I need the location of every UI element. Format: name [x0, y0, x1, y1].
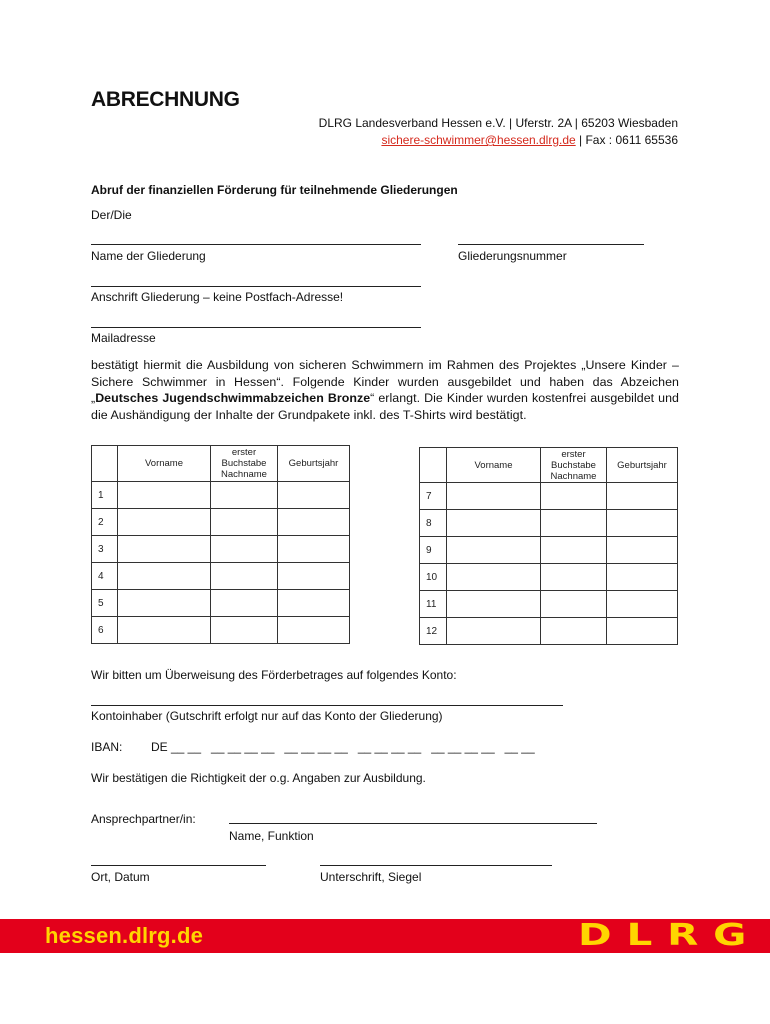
- row-number: 12: [420, 618, 447, 645]
- header-vorname: Vorname: [118, 446, 211, 482]
- document-title: ABRECHNUNG: [91, 88, 240, 111]
- vorname-cell[interactable]: [118, 509, 211, 536]
- confirmation-text: Wir bestätigen die Richtigkeit der o.g. Angaben zur Ausbildung.: [91, 771, 426, 785]
- row-number: 9: [420, 537, 447, 564]
- year-cell[interactable]: [607, 564, 678, 591]
- year-cell[interactable]: [607, 537, 678, 564]
- iban-label: IBAN:: [91, 740, 123, 754]
- letter-cell[interactable]: [541, 591, 607, 618]
- year-cell[interactable]: [278, 590, 350, 617]
- mail-label: Mailadresse: [91, 331, 156, 345]
- row-number: 6: [92, 617, 118, 644]
- number-label: Gliederungsnummer: [458, 249, 567, 263]
- letter-cell[interactable]: [541, 537, 607, 564]
- row-number: 7: [420, 483, 447, 510]
- header-geburtsjahr: Geburtsjahr: [278, 446, 350, 482]
- dlrg-logo: DLRG: [578, 918, 762, 953]
- letter-cell[interactable]: [211, 509, 278, 536]
- row-number: 3: [92, 536, 118, 563]
- children-table-left: [91, 445, 350, 644]
- address-line[interactable]: [91, 286, 421, 287]
- letter-cell[interactable]: [541, 510, 607, 537]
- paragraph-text-1: bestätigt hiermit die Ausbildung von sicheren Schwimmern im Rahmen des Projektes „Unsere Kinder – Sichere Schwimmer in Hessen“. Folgende Kinder wurden ausgebildet und haben das Abzeichen „: [91, 358, 679, 405]
- header-cell-number: [420, 448, 447, 483]
- vorname-cell[interactable]: [118, 482, 211, 509]
- iban-field[interactable]: DE __ __ __ __ __ __ __ __ __ __ __ __ __ __ __ __ __ __ __ __: [151, 740, 535, 754]
- year-cell[interactable]: [607, 483, 678, 510]
- table-row: [420, 618, 678, 645]
- paragraph-text-2: “ erlangt. Die Kinder wurden kostenfrei ausgebildet und die Aushändigung der Inhalte der Grundpakete inkl. des T-Shirts wird bestätigt.: [91, 391, 679, 422]
- vorname-cell[interactable]: [447, 591, 541, 618]
- table-row: [92, 590, 350, 617]
- table-row: [92, 563, 350, 590]
- vorname-cell[interactable]: [447, 483, 541, 510]
- year-cell[interactable]: [278, 563, 350, 590]
- header-first-letter: erster Buchstabe Nachname: [541, 448, 607, 483]
- name-function-label: Name, Funktion: [229, 829, 314, 843]
- letter-cell[interactable]: [541, 564, 607, 591]
- vorname-cell[interactable]: [447, 618, 541, 645]
- place-date-label: Ort, Datum: [91, 870, 150, 884]
- table-row: [420, 564, 678, 591]
- year-cell[interactable]: [278, 617, 350, 644]
- row-number: 1: [92, 482, 118, 509]
- letter-cell[interactable]: [211, 536, 278, 563]
- contact-person-line[interactable]: [229, 823, 597, 824]
- contact-person-label: Ansprechpartner/in:: [91, 812, 196, 826]
- header-geburtsjahr: Geburtsjahr: [607, 448, 678, 483]
- name-label: Name der Gliederung: [91, 249, 206, 263]
- row-number: 4: [92, 563, 118, 590]
- address-label: Anschrift Gliederung – keine Postfach-Adresse!: [91, 290, 344, 304]
- name-line[interactable]: [91, 244, 421, 245]
- contact-line: [381, 133, 678, 147]
- table-row: [420, 537, 678, 564]
- year-cell[interactable]: [607, 510, 678, 537]
- vorname-cell[interactable]: [118, 563, 211, 590]
- year-cell[interactable]: [607, 618, 678, 645]
- year-cell[interactable]: [278, 509, 350, 536]
- vorname-cell[interactable]: [118, 590, 211, 617]
- letter-cell[interactable]: [211, 590, 278, 617]
- table-row: [420, 591, 678, 618]
- signature-label: Unterschrift, Siegel: [320, 870, 422, 884]
- vorname-cell[interactable]: [447, 510, 541, 537]
- row-number: 2: [92, 509, 118, 536]
- table-row: [420, 483, 678, 510]
- row-number: 8: [420, 510, 447, 537]
- vorname-cell[interactable]: [447, 537, 541, 564]
- letter-cell[interactable]: [211, 482, 278, 509]
- table-row: [92, 617, 350, 644]
- confirmation-paragraph: [91, 357, 679, 423]
- year-cell[interactable]: [278, 482, 350, 509]
- form-heading: Abruf der finanziellen Förderung für teilnehmende Gliederungen: [91, 183, 458, 197]
- letter-cell[interactable]: [541, 618, 607, 645]
- letter-cell[interactable]: [211, 617, 278, 644]
- letter-cell[interactable]: [541, 483, 607, 510]
- table-row: [92, 482, 350, 509]
- table-row: [420, 510, 678, 537]
- row-number: 11: [420, 591, 447, 618]
- header-vorname: Vorname: [447, 448, 541, 483]
- der-die-label: Der/Die: [91, 208, 132, 222]
- contact-fax: | Fax : 0611 65536: [575, 133, 678, 147]
- account-holder-line[interactable]: [91, 705, 563, 706]
- row-number: 10: [420, 564, 447, 591]
- header-first-letter: erster Buchstabe Nachname: [211, 446, 278, 482]
- contact-email-link[interactable]: sichere-schwimmer@hessen.dlrg.de: [381, 133, 576, 147]
- children-table-right: [419, 447, 678, 645]
- account-holder-label: Kontoinhaber (Gutschrift erfolgt nur auf das Konto der Gliederung): [91, 709, 443, 723]
- place-date-line[interactable]: [91, 865, 266, 866]
- vorname-cell[interactable]: [447, 564, 541, 591]
- footer-url[interactable]: hessen.dlrg.de: [45, 923, 204, 948]
- vorname-cell[interactable]: [118, 536, 211, 563]
- mail-line[interactable]: [91, 327, 421, 328]
- row-number: 5: [92, 590, 118, 617]
- letter-cell[interactable]: [211, 563, 278, 590]
- year-cell[interactable]: [607, 591, 678, 618]
- header-cell-number: [92, 446, 118, 482]
- badge-name: Deutsches Jugendschwimmabzeichen Bronze: [95, 391, 371, 405]
- organization-address: DLRG Landesverband Hessen e.V. | Uferstr. 2A | 65203 Wiesbaden: [318, 116, 678, 130]
- vorname-cell[interactable]: [118, 617, 211, 644]
- table-row: [92, 509, 350, 536]
- year-cell[interactable]: [278, 536, 350, 563]
- number-line[interactable]: [458, 244, 644, 245]
- transfer-request: Wir bitten um Überweisung des Förderbetrages auf folgendes Konto:: [91, 668, 457, 682]
- signature-line[interactable]: [320, 865, 552, 866]
- table-row: [92, 536, 350, 563]
